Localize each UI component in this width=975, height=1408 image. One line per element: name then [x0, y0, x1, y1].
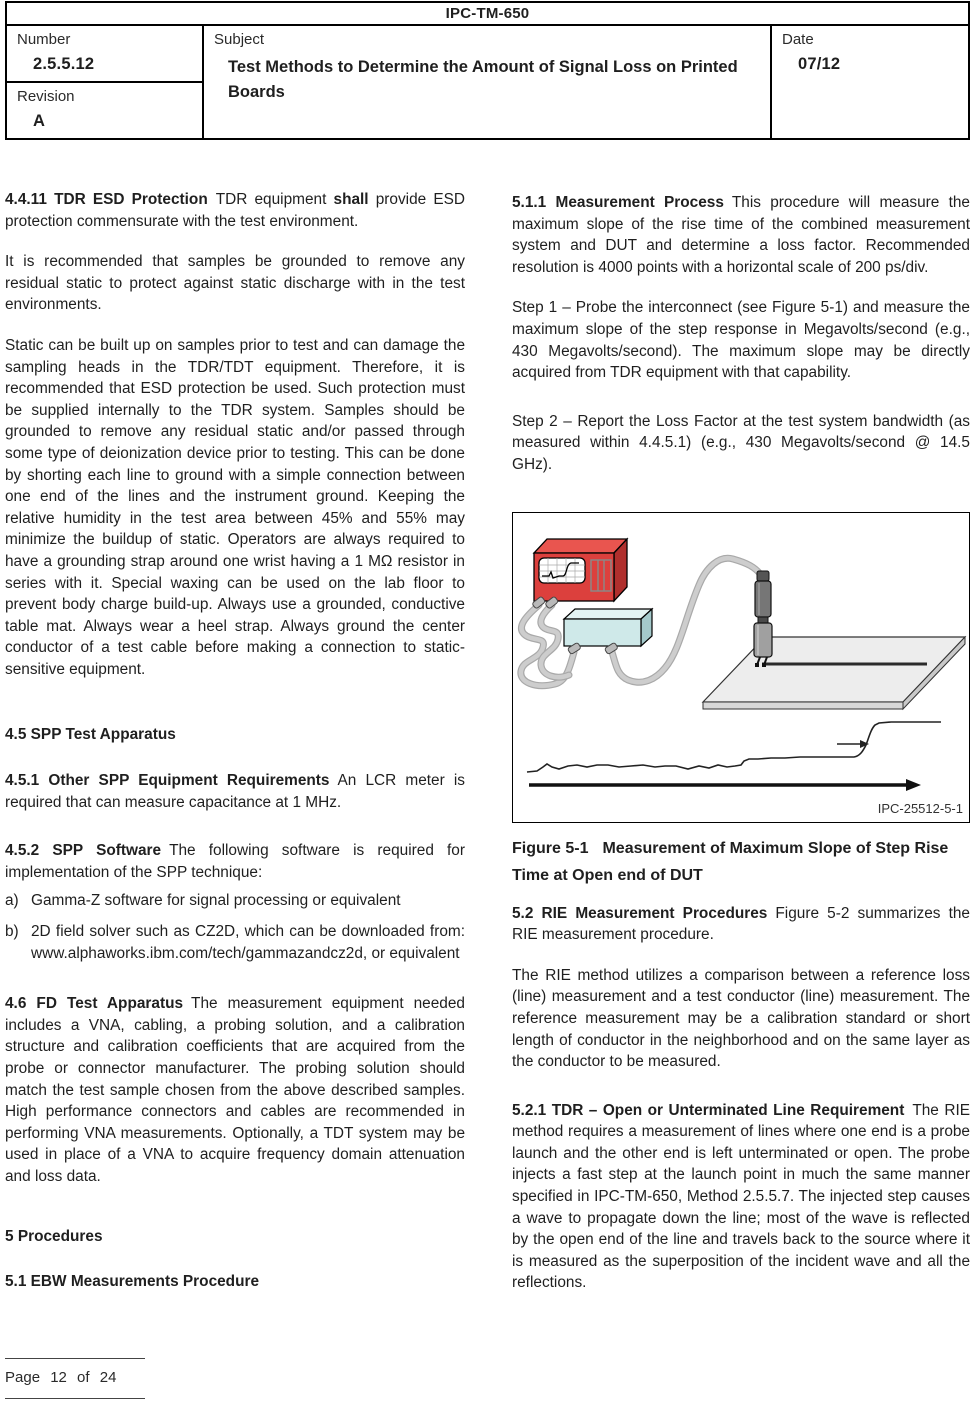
section-4-5-heading: 4.5 SPP Test Apparatus [5, 726, 176, 744]
section-5-1-1-heading: 5.1.1 Measurement Process [512, 194, 724, 211]
list-item-b-marker: b) [5, 923, 19, 941]
header-date-cell [772, 26, 968, 138]
list-item-b [5, 921, 465, 964]
section-4-6-heading: 4.6 FD Test Apparatus [5, 995, 184, 1013]
list-item-a [5, 890, 465, 912]
page-number: Page 12 of 24 [5, 1369, 117, 1386]
list-item-b-text: 2D field solver such as CZ2D, which can be downloaded from: www.alphaworks.ibm.com/tech/gammazandcz2d, or equivalent [31, 923, 465, 962]
header-number-revision-cell [7, 26, 204, 138]
subject-label: Subject [214, 31, 265, 48]
number-label: Number [17, 31, 71, 48]
paragraph-grounding: It is recommended that samples be grounded to remove any residual static to protect against static discharge with in the test environments. [5, 253, 465, 314]
figure-5-1 [512, 512, 970, 823]
section-5-2-heading: 5.2 RIE Measurement Procedures [512, 904, 768, 922]
section-4-4-11: 4.4.11 TDR ESD Protection TDR equipment shall provide ESD protection commensurate with the test environment. [5, 191, 465, 230]
date-label: Date [782, 31, 814, 48]
tdr-probe [754, 571, 772, 667]
step-2-paragraph: Step 2 – Report the Loss Factor at the test system bandwidth (as measured within 4.4.5.1) (e.g., 430 Megavolts/second @ 14.5 GHz). [512, 412, 970, 473]
section-5-1-heading: 5.1 EBW Measurements Procedure [5, 1273, 260, 1291]
tdr-waveform [527, 722, 941, 791]
list-item-a-text: Gamma-Z software for signal processing or equivalent [31, 892, 401, 910]
revision-label: Revision [17, 88, 75, 105]
instrument-screen [539, 558, 585, 583]
figure-5-1-caption: Figure 5-1 Measurement of Maximum Slope of Step Rise Time at Open end of DUT [512, 839, 949, 884]
rie-method-paragraph: The RIE method utilizes a comparison between a reference loss (line) measurement and a test conductor (line) measurement. The reference measurement may be a calibration standard or short length of conductor in the neighborhood and on the same layer as the conductor to be measured. [512, 966, 970, 1071]
page-footer [5, 1358, 145, 1399]
figure-ref-number: IPC-25512-5-1 [877, 800, 963, 816]
sampling-module [564, 609, 652, 655]
right-column [512, 189, 970, 1317]
list-item-a-marker: a) [5, 892, 19, 910]
section-4-5-2-heading: 4.5.2 SPP Software [5, 842, 162, 860]
header-subject-cell [204, 26, 772, 138]
section-5-1-1: 5.1.1 Measurement Process This procedure will measure the maximum slope of the rise time of the combined measurement system and DUT and determine a loss factor. Recommended resolution is 4000 points with a horizontal scale of 200 ps/div. [512, 194, 970, 276]
figure-caption-label: Figure 5-1 [512, 839, 589, 857]
header-table [5, 1, 970, 140]
date-value: 07/12 [798, 55, 841, 73]
paragraph-static: Static can be built up on samples prior to test and can damage the sampling heads in the TDR/TDT equipment. Therefore, it is recommended that ESD protection be used. Such protection must be supplied internally to the TDR system. Samples should be grounded to remove any residual static and/or passed through some type of deionization device prior to testing. This can be done by shorting each line to ground with a simple connection between one end of the lines and the instrument ground. Keeping the relative humidity in the test area between 45% and 55% may minimize the buildup of static. Operators are always required to have a grounding strap around one wrist having a 1 MΩ resistor in series with it. Special waxing can be used on the lab floor to prevent body charge build-up. Always use a grounded, conductive table mat. Always wear a heel strap. Always ground the center conductor of a test cable before making a connection to static-sensitive equipment. [5, 336, 465, 678]
section-4-5-2: 4.5.2 SPP Software The following software is required for implementation of the SPP technique: [5, 842, 465, 881]
revision-value: A [33, 112, 46, 130]
section-5-heading: 5 Procedures [5, 1227, 103, 1245]
shall-emphasis: shall [333, 191, 369, 208]
figure-5-1-illustration [513, 513, 968, 821]
section-5-2: 5.2 RIE Measurement Procedures Figure 5-2 summarizes the RIE measurement procedure. [512, 904, 970, 944]
section-4-4-11-heading: 4.4.11 TDR ESD Protection [5, 191, 208, 208]
number-value: 2.5.5.12 [33, 55, 95, 73]
step-1-paragraph: Step 1 – Probe the interconnect (see Figure 5-1) and measure the maximum slope of the step response in Megavolts/second (e.g., 430 Megavolts/second). The maximum slope may be directly acquired from TDR equipment with that capability. [512, 299, 970, 382]
subject-value: Test Methods to Determine the Amount of Signal Loss on Printed Boards [228, 58, 738, 101]
body-columns [5, 189, 970, 1317]
section-5-2-1-heading: 5.2.1 TDR – Open or Unterminated Line Requirement [512, 1101, 905, 1119]
section-4-5-1: 4.5.1 Other SPP Equipment Requirements An LCR meter is required that can measure capacitance at 1 MHz. [5, 772, 465, 811]
section-4-6: 4.6 FD Test Apparatus The measurement equipment needed includes a VNA, cabling, a probing solution, and a calibration structure and calibration coefficients that are acquired from the probe or connector manufacturer. The probing solution should match the test sample chosen from the above described samples. High performance connectors and cables are recommended in performing VNA measurements. Optionally, a TDT system may be used in place of a VNA to acquire frequency domain attenuation and loss data. [5, 995, 465, 1185]
footer-divider-bottom [5, 1398, 145, 1399]
section-5-2-1: 5.2.1 TDR – Open or Unterminated Line Requirement The RIE method requires a measurement of lines where one end is a probe launch and the other end is left unterminated or open. The probe injects a fast step at the launch point in much the same manner specified in IPC-TM-650, Method 2.5.5.7. The injected step causes a wave to propagate down the line; most of the wave is reflected by the open end of the line and travels back to the source where it is measured as the superposition of the incident wave and all the reflections. [512, 1101, 970, 1292]
tdr-instrument [532, 539, 627, 609]
left-column [5, 189, 465, 1317]
section-4-5-1-heading: 4.5.1 Other SPP Equipment Requirements [5, 772, 330, 790]
dut-board [703, 637, 965, 709]
document-title: IPC-TM-650 [7, 3, 968, 26]
